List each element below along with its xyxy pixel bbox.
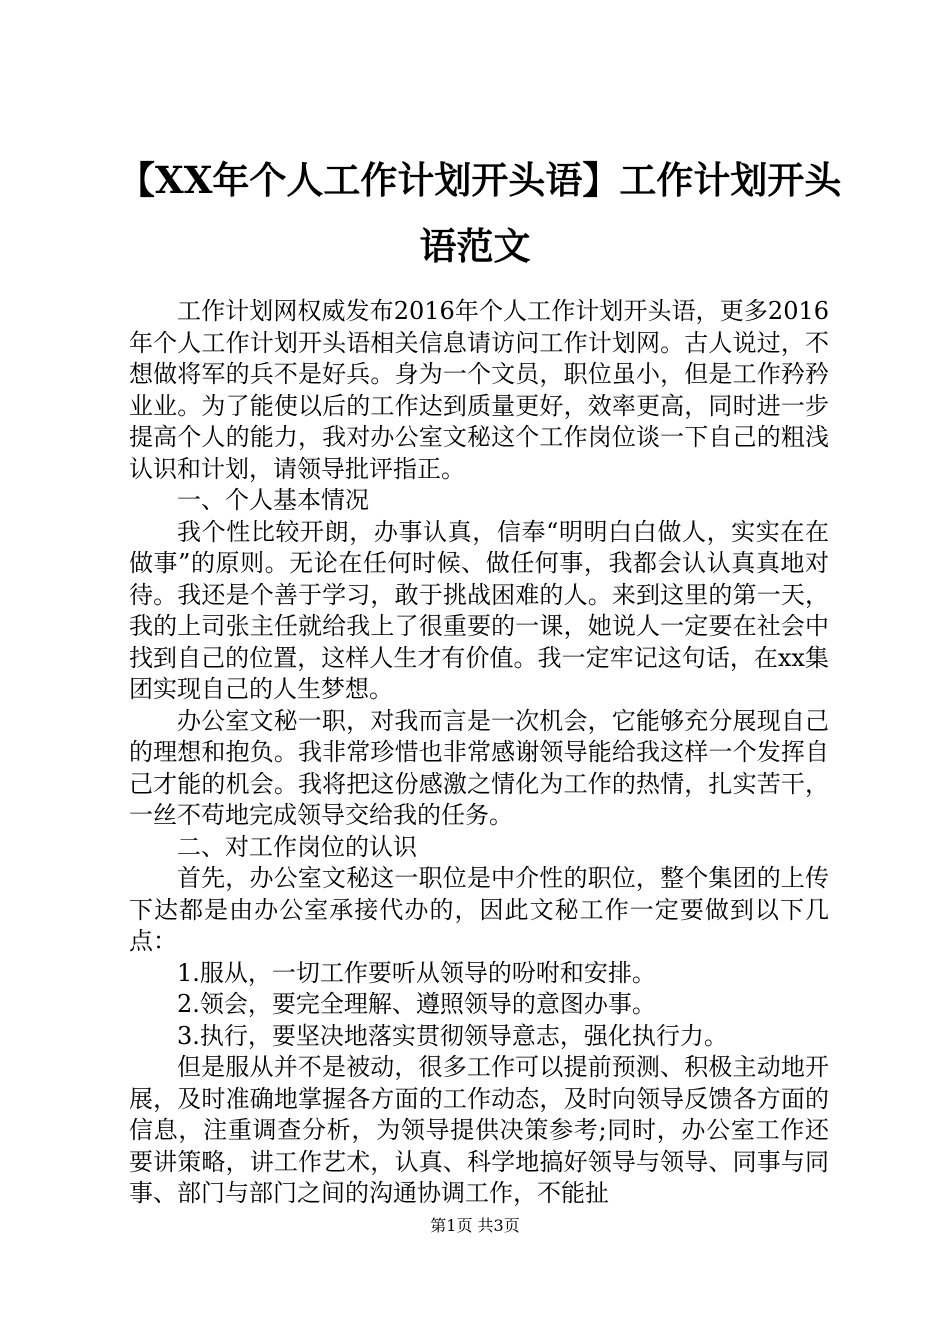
paragraph-first: 首先，办公室文秘这一职位是中介性的职位，整个集团的上传下达都是由办公室承接代办的，因此文秘工作一定要做到以下几点： (129, 864, 829, 955)
document-body (129, 296, 829, 1210)
list-item-comprehend: 2.领会，要完全理解、遵照领导的意图办事。 (177, 990, 656, 1018)
document-title-line-2: 语范文 (419, 224, 531, 268)
paragraph-proactive: 但是服从并不是被动，很多工作可以提前预测、积极主动地开展，及时准确地掌握各方面的工作动态，及时向领导反馈各方面的信息，注重调查分析，为领导提供决策参考;同时，办公室工作还要讲策略，讲工作艺术，认真、科学地搞好领导与领导、同事与同事、部门与部门之间的沟通协调工作，不能扯 (129, 1053, 829, 1207)
paragraph-intro: 工作计划网权威发布2016年个人工作计划开头语，更多2016年个人工作计划开头语相关信息请访问工作计划网。古人说过，不想做将军的兵不是好兵。身为一个文员，职位虽小，但是工作矜矜业业。为了能使以后的工作达到质量更好，效率更高，同时进一步提高个人的能力，我对办公室文秘这个工作岗位谈一下自己的粗浅认识和计划，请领导批评指正。 (129, 297, 829, 483)
paragraph-opportunity: 办公室文秘一职，对我而言是一次机会，它能够充分展现自己的理想和抱负。我非常珍惜也非常感谢领导能给我这样一个发挥自己才能的机会。我将把这份感激之情化为工作的热情，扎实苦干，一丝不苟地完成领导交给我的任务。 (129, 706, 829, 829)
document-title-line-1: 【XX年个人工作计划开头语】工作计划开头 (118, 158, 842, 202)
list-item-execute: 3.执行，要坚决地落实贯彻领导意志，强化执行力。 (177, 1021, 728, 1050)
section-heading-personal-info: 一、个人基本情况 (177, 486, 369, 514)
page-number-footer: 第1页 共3页 (430, 1216, 520, 1235)
section-heading-job-understanding: 二、对工作岗位的认识 (177, 832, 417, 861)
list-item-obey: 1.服从，一切工作要听从领导的吩咐和安排。 (177, 958, 656, 987)
paragraph-personality: 我个性比较开朗，办事认真，信奉“明明白白做人，实实在在做事”的原则。无论在任何时候、做任何事，我都会认认真真地对待。我还是个善于学习，敢于挑战困难的人。来到这里的第一天，我的上司张主任就给我上了很重要的一课，她说人一定要在社会中找到自己的位置，这样人生才有价值。我一定牢记这句话，在xx集团实现自己的人生梦想。 (129, 517, 829, 703)
